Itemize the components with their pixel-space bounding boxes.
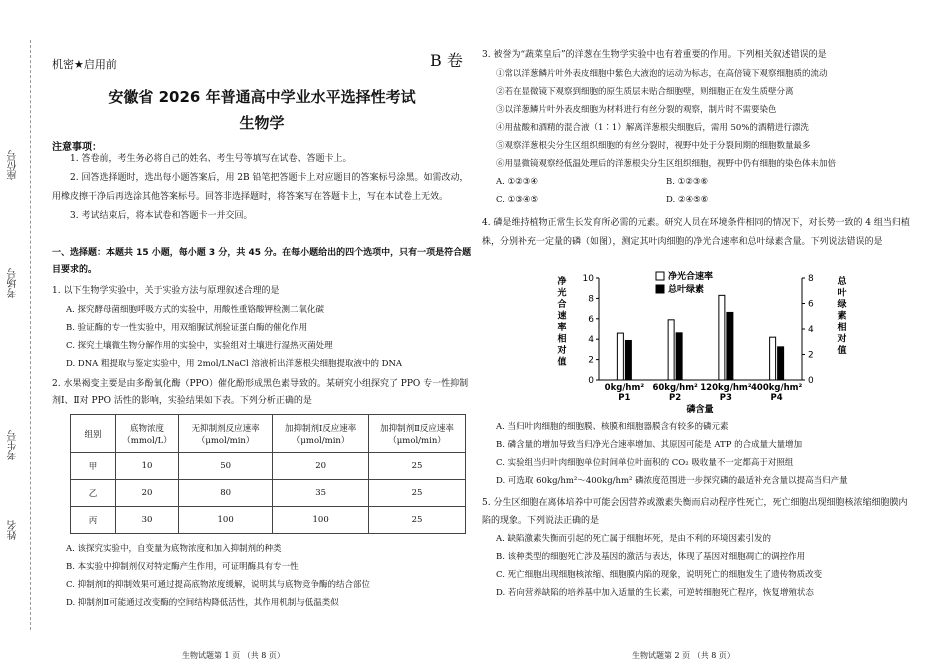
- y-tick-label: 4: [588, 335, 594, 346]
- option-d: D. 若向营养缺陷的培养基中加入适量的生长素，可逆转细胞死亡程序，恢复增殖状态: [496, 588, 814, 598]
- option-c: C. 抑制剂Ⅰ的抑制效果可通过提高底物浓度缓解，说明其与底物竞争酶的结合部位: [66, 580, 370, 590]
- table-cell: 乙: [71, 480, 116, 507]
- legend: [656, 270, 713, 295]
- option-c: C. 实验组当归叶肉细胞单位时间单位叶面积的 CO₂ 吸收量不一定都高于对照组: [496, 458, 794, 468]
- statement: ⑤观察洋葱根尖分生区组织细胞的有丝分裂时，视野中处于分裂间期的细胞数量最多: [496, 141, 811, 151]
- table-cell: 100: [273, 507, 369, 534]
- section-heading: 一、选择题：本题共 15 小题，每小题 3 分，共 45 分。在每小题给出的四个选项中，只有一项是符合题目要求的。: [52, 248, 472, 275]
- axis-title-char: 素: [837, 311, 847, 322]
- option-b: B. 本实验中抑制剂仅对特定酶产生作用，可证明酶具有专一性: [66, 562, 299, 572]
- statement: ⑥用显微镜观察经低温处理后的洋葱根尖分生区组织细胞，视野中仍有细胞的染色体未加倍: [496, 159, 837, 169]
- table-header: 加抑制剂Ⅱ反应速率（μmol/min）: [369, 415, 466, 453]
- table-row: [71, 453, 466, 480]
- table-cell: 丙: [71, 507, 116, 534]
- table-cell: 80: [179, 480, 273, 507]
- x-tick-label: 400kg/hm²: [751, 383, 803, 393]
- axis-title-char: 值: [837, 346, 847, 356]
- axis-title-char: 合: [557, 300, 567, 310]
- option-d: D. 抑制剂Ⅱ可能通过改变酶的空间结构降低活性，其作用机制与低温类似: [66, 598, 339, 608]
- note-item: 1. 答卷前，考生务必将自己的姓名、考生号等填写在试卷、答题卡上。: [70, 154, 352, 164]
- exam-room-label: 考场号: [8, 268, 19, 298]
- notes-heading: 注意事项：: [52, 142, 102, 153]
- option-a: A. ①②③④: [496, 177, 539, 187]
- table-cell: 甲: [71, 453, 116, 480]
- axis-title-char: 对: [557, 346, 567, 356]
- legend-swatch: [656, 285, 664, 293]
- options-row: [482, 173, 912, 191]
- notes-list: [52, 150, 472, 226]
- question-3: [482, 46, 912, 209]
- bar-net-photosynthesis: [617, 333, 623, 380]
- x-tick-label: P2: [669, 393, 682, 403]
- question-stem: 5. 分生区细胞在离体培养中可能会因营养或激素失衡而启动程序性死亡，死亡细胞出现细胞核浓缩细胞膜内陷的现象。下列说法正确的是: [482, 498, 908, 526]
- y2-tick-label: 6: [808, 299, 814, 310]
- option-b: B. 验证酶的专一性实验中，用双缩脲试剂验证蛋白酶的催化作用: [66, 323, 308, 333]
- bar-chlorophyll: [727, 312, 733, 380]
- axis-title-char: 对: [837, 334, 847, 345]
- statement: ④用盐酸和酒精的混合液（1∶1）解离洋葱根尖细胞后，需用 50%的酒精进行漂洗: [496, 123, 809, 133]
- table-cell: 25: [369, 507, 466, 534]
- axis-title-char: 速: [557, 311, 567, 322]
- legend-swatch: [656, 272, 664, 280]
- option-a: A. 当归叶肉细胞的细胞膜、核膜和细胞器膜含有较多的磷元素: [496, 422, 729, 432]
- y-tick-label: 8: [588, 294, 594, 305]
- option-c: C. 探究土壤微生物分解作用的实验中，实验组对土壤进行湿热灭菌处理: [66, 341, 333, 351]
- legend-label: 总叶绿素: [668, 285, 705, 295]
- phosphorus-chart: [552, 268, 852, 416]
- page-footer: 生物试题第 2 页 （共 8 页）: [632, 651, 735, 660]
- option-a: A. 缺陷激素失衡而引起的死亡属于细胞坏死，是由不利的环境因素引发的: [496, 534, 772, 544]
- y2-tick-label: 4: [808, 325, 814, 335]
- question-stem: 2. 水果褐变主要是由多酚氧化酶（PPO）催化酚形成黑色素导致的。某研究小组探究了 PPO 专一性抑制剂Ⅰ、Ⅱ对 PPO 活性的影响，实验结果如下表。下列分析正确的是: [52, 379, 469, 406]
- y-axis-label-right: [836, 275, 847, 356]
- option-d: D. ②④⑤⑥: [666, 195, 709, 205]
- question-2: [52, 376, 472, 612]
- table-cell: 20: [116, 480, 179, 507]
- table-cell: 25: [369, 480, 466, 507]
- table-cell: 10: [116, 453, 179, 480]
- binding-line: [30, 40, 31, 630]
- note-item: 2. 回答选择题时，选出每小题答案后，用 2B 铅笔把答题卡上对应题目的答案标号涂黑。如需改动，用橡皮擦干净后再选涂其他答案标号。回答非选择题时，将答案写在答题卡上，写在本试卷上无效。: [52, 173, 469, 202]
- y-tick-label: 6: [588, 314, 594, 325]
- option-d: D. DNA 粗提取与鉴定实验中，用 2mol/LNaCl 溶液析出洋葱根尖细胞提取液中的 DNA: [66, 359, 403, 369]
- question-5: [482, 494, 912, 602]
- table-cell: 100: [179, 507, 273, 534]
- option-c: C. 死亡细胞出现细胞核浓缩、细胞膜内陷的现象，说明死亡的细胞发生了遗传物质改变: [496, 570, 823, 580]
- table-header: 组别: [71, 415, 116, 453]
- table-cell: 25: [369, 453, 466, 480]
- option-a: A. 该探究实验中，自变量为底物浓度和加入抑制剂的种类: [66, 544, 282, 554]
- axis-title-char: 值: [557, 357, 567, 368]
- exam-title: 安徽省 2026 年普通高中学业水平选择性考试: [108, 88, 416, 106]
- y2-tick-label: 8: [808, 274, 814, 284]
- question-stem: 3. 被誉为“蔬菜皇后”的洋葱在生物学实验中也有着重要的作用。下列相关叙述错误的是: [482, 50, 827, 60]
- table-cell: 30: [116, 507, 179, 534]
- table-header: 无抑制剂反应速率（μmol/min）: [179, 415, 273, 453]
- x-ticks: [605, 383, 803, 403]
- table-row: [71, 507, 466, 534]
- statement: ③以洋葱鳞片叶外表皮细胞为材料进行有丝分裂的观察，制片时不需要染色: [496, 105, 777, 115]
- table-cell: 35: [273, 480, 369, 507]
- option-d: D. 可选取 60kg/hm²～400kg/hm² 磷浓度范围进一步探究磷的最适补充含量以提高当归产量: [496, 476, 848, 486]
- x-tick-label: 60kg/hm²: [652, 383, 698, 393]
- option-b: B. ①②③⑥: [666, 177, 709, 187]
- option-b: B. 该种类型的细胞死亡涉及基因的激活与表达，体现了基因对细胞凋亡的调控作用: [496, 552, 806, 562]
- bar-net-photosynthesis: [668, 320, 674, 380]
- question-4-options: [482, 418, 912, 490]
- x-tick-label: P4: [770, 393, 783, 403]
- bar-net-photosynthesis: [719, 295, 725, 380]
- subject-title: 生物学: [239, 114, 285, 132]
- y2-tick-label: 2: [808, 350, 814, 361]
- y-tick-label: 0: [588, 376, 594, 386]
- axis-title-char: 光: [557, 288, 567, 299]
- x-axis-label: 磷含量: [686, 405, 714, 415]
- y-axis-label-left: [556, 275, 567, 368]
- bar-net-photosynthesis: [770, 337, 776, 380]
- bar-chlorophyll: [676, 333, 682, 380]
- candidate-id-label: 考生号: [8, 430, 19, 460]
- x-tick-label: 0kg/hm²: [604, 383, 645, 393]
- axis-title-char: 总: [837, 277, 847, 287]
- question-1: [52, 282, 472, 373]
- y-tick-label: 10: [582, 274, 594, 284]
- axis-title-char: 率: [557, 323, 567, 333]
- options-row: [482, 191, 912, 209]
- x-tick-label: 120kg/hm²: [700, 383, 752, 393]
- y2-tick-label: 0: [808, 376, 814, 386]
- seat-number-label: 座位号: [8, 150, 19, 180]
- table-cell: 50: [179, 453, 273, 480]
- note-item: 3. 考试结束后，将本试卷和答题卡一并交回。: [70, 211, 253, 221]
- x-tick-label: P3: [719, 393, 732, 403]
- table-header: 加抑制剂Ⅰ反应速率（μmol/min）: [273, 415, 369, 453]
- bar-chlorophyll: [778, 347, 784, 380]
- question-stem: 4. 磷是维持植物正常生长发育所必需的元素。研究人员在环境条件相同的情况下，对长势一致的 4 组当归植株，分别补充一定量的磷（如图），测定其叶肉细胞的净光合速率和总叶绿素含量。下列说法错误的是: [482, 218, 910, 247]
- bars: [617, 295, 783, 380]
- confidential-mark: 机密★启用前: [52, 58, 117, 71]
- x-tick-label: P1: [618, 393, 631, 403]
- question-stem: 1. 以下生物学实验中，关于实验方法与原理叙述合理的是: [52, 286, 280, 296]
- axis-title-char: 相: [557, 334, 567, 345]
- question-4: [482, 214, 912, 252]
- paper-version: B 卷: [430, 51, 463, 70]
- axis-title-char: 相: [837, 323, 847, 333]
- axis-title-char: 叶: [837, 288, 847, 299]
- statement: ①常以洋葱鳞片叶外表皮细胞中紫色大液泡的运动为标志，在高倍镜下观察细胞质的流动: [496, 69, 828, 79]
- option-c: C. ①③④⑤: [496, 195, 539, 205]
- statement: ②若在显微镜下观察到细胞的原生质层未贴合细胞壁，则细胞正在发生质壁分离: [496, 87, 794, 97]
- table-header: 底物浓度（mmol/L）: [116, 415, 179, 453]
- table-row: [71, 480, 466, 507]
- table-header-row: [71, 415, 466, 453]
- axis-title-char: 绿: [837, 300, 847, 310]
- bar-chlorophyll: [625, 340, 631, 380]
- option-a: A. 探究酵母菌细胞呼吸方式的实验中，用酸性重铬酸钾检测二氧化碳: [66, 305, 325, 315]
- legend-label: 净光合速率: [668, 272, 714, 282]
- name-label: 姓名: [8, 520, 19, 540]
- page-footer: 生物试题第 1 页 （共 8 页）: [182, 651, 285, 660]
- enzyme-table: [70, 414, 466, 534]
- option-b: B. 磷含量的增加导致当归净光合速率增加、其原因可能是 ATP 的合成量大量增加: [496, 440, 803, 450]
- y-tick-label: 2: [588, 355, 594, 366]
- axis-title-char: 净: [557, 277, 567, 287]
- table-cell: 20: [273, 453, 369, 480]
